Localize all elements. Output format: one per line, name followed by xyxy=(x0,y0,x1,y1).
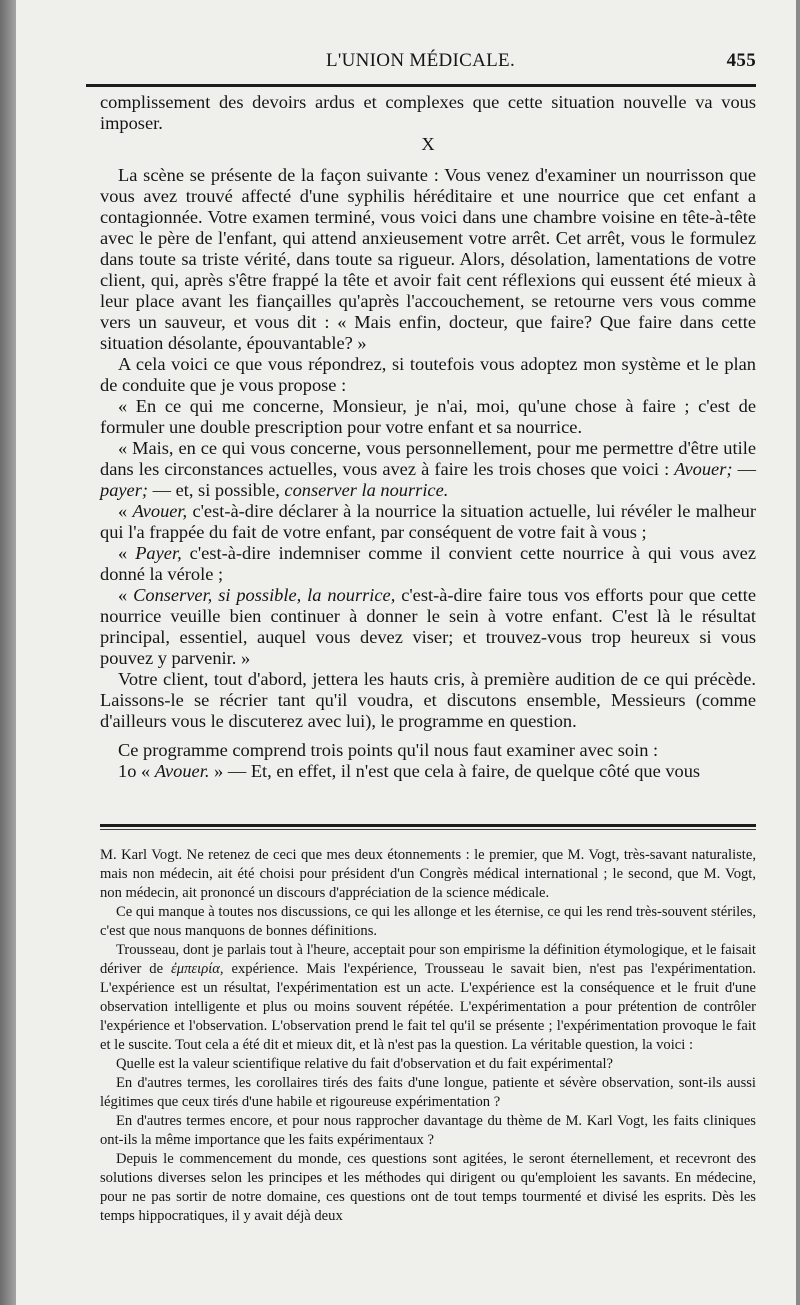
footnote-paragraph: Ce qui manque à toutes nos discussions, ce qui les allonge et les éternise, ce qui les rend très-souvent stériles, c'est que nous manquons de bonnes définitions. xyxy=(100,904,756,939)
footnote-paragraph xyxy=(100,941,756,1055)
emphasis-conserver: conserver la nourrice. xyxy=(284,480,449,500)
paragraph: Ce programme comprend trois points qu'il nous faut examiner avec soin : xyxy=(118,740,659,760)
running-header xyxy=(86,44,756,74)
paragraph xyxy=(100,501,756,543)
section-heading: X xyxy=(421,134,435,154)
emphasis-payer: payer; xyxy=(100,480,148,500)
emphasis-avouer: Avouer; xyxy=(674,459,733,479)
text: « xyxy=(118,501,133,521)
paragraph xyxy=(100,585,756,669)
text: c'est-à-dire déclarer à la nourrice la situation actuelle, lui révéler le malheur qui l'a frappée du fait de votre enfant, par conséquent de votre fait à vous ; xyxy=(100,501,756,542)
text: 1o « xyxy=(118,761,155,781)
footnote-paragraph: M. Karl Vogt. Ne retenez de ceci que mes deux étonnements : le premier, que M. Vogt, très-savant naturaliste, mais non médecin, ait été choisi pour président d'un Congrès médical international ; le second, que M. Vogt, non médecin, ait prononcé un discours d'appréciation de la science médicale. xyxy=(100,847,756,901)
paragraph xyxy=(100,438,756,501)
text: — et, si possible, xyxy=(148,480,285,500)
emphasis: Conserver, si possible, la nourrice, xyxy=(133,585,396,605)
main-text xyxy=(100,92,756,782)
text: — xyxy=(732,459,756,479)
paragraph: La scène se présente de la façon suivante : Vous venez d'examiner un nourrisson que vous avez trouvé affecté d'une syphilis héréditaire et une nourrice que cet enfant a contagionnée. Votre examen terminé, vous voici dans une chambre voisine en tête-à-tête avec le père de l'enfant, qui attend anxieusement votre arrêt. Cet arrêt, vous le formulez dans toute sa triste vérité, dans toute sa rigueur. Alors, désolation, lamentations de votre client, qui, après s'être frappé la tête et avoir fait cent réflexions qui eussent été mieux à leur place avant les fiançailles qu'après l'accouchement, se retourne vers vous comme vers un sauveur, et vous dit : « Mais enfin, docteur, que faire? Que faire dans cette situation désolante, épouvantable? » xyxy=(100,165,756,353)
emphasis: Payer, xyxy=(135,543,182,563)
paragraph: Votre client, tout d'abord, jettera les hauts cris, à première audition de ce qui précède. Laissons-le se récrier tant qu'il voudra, et discutons ensemble, Messieurs (comme d'ailleurs vous le discuterez avec lui), le programme en question. xyxy=(100,669,756,731)
footnote-rule xyxy=(100,824,756,827)
emphasis: Avouer. xyxy=(154,761,210,781)
footnote-paragraph: Quelle est la valeur scientifique relative du fait d'observation et du fait expérimental? xyxy=(116,1056,613,1072)
header-rule xyxy=(86,84,756,87)
page-gutter-shadow xyxy=(0,0,16,1305)
text: « xyxy=(118,585,134,605)
journal-title: L'UNION MÉDICALE. xyxy=(326,50,515,71)
paragraph: A cela voici ce que vous répondrez, si toutefois vous adoptez mon système et le plan de conduite que je vous propose : xyxy=(100,354,756,395)
paragraph xyxy=(100,543,756,585)
paragraph: « En ce qui me concerne, Monsieur, je n'ai, moi, qu'une chose à faire ; c'est de formuler une double prescription pour votre enfant et sa nourrice. xyxy=(100,396,756,437)
text: « Mais, en ce qui vous concerne, vous personnellement, pour me permettre d'être utile dans les circonstances actuelles, vous avez à faire les trois choses que voici : xyxy=(100,438,756,479)
text: expérience. Mais l'expérience, Trousseau le savait bien, n'est pas l'expérimentation. L'expérience est un résultat, l'expérimentation est un acte. L'expérience est la conséquence et le fruit d'une observation intelligente et plus ou moins souvent répétée. L'expérimentation a pour prétention de contrôler l'expérience et l'observation. L'observation prend le fait tel qu'il se présente ; l'expérimentation provoque le fait et le suscite. Tout cela a été dit et mieux dit, et là n'est pas la question. La véritable question, la voici : xyxy=(100,961,756,1053)
text: c'est-à-dire faire tous vos efforts pour que cette nourrice veuille bien continuer à donner le sein à votre enfant. C'est là le résultat principal, essentiel, auquel vous devez viser; et trouvez-vous trop heureux si vous pouvez y parvenir. » xyxy=(100,585,756,668)
footnote-paragraph: Depuis le commencement du monde, ces questions sont agitées, le seront éternellement, et recevront des solutions diverses selon les principes et les méthodes qui dirigent ou qu'emploient les savants. En médecine, pour ne pas sortir de notre domaine, ces questions ont de tout temps tourmenté et divisé les esprits. Dès les temps hippocratiques, il y avait déjà deux xyxy=(100,1151,756,1224)
text: » — Et, en effet, il n'est que cela à faire, de quelque côté que vous xyxy=(209,761,701,781)
footnote-paragraph: En d'autres termes encore, et pour nous rapprocher davantage du thème de M. Karl Vogt, les faits cliniques ont-ils la même importance que les faits expérimentaux ? xyxy=(100,1113,756,1148)
emphasis: Avouer, xyxy=(132,501,188,521)
text: « xyxy=(118,543,136,563)
paragraph-continuation: complissement des devoirs ardus et complexes que cette situation nouvelle va vous imposer. xyxy=(100,92,756,133)
text: Trousseau, dont je parlais tout à l'heure, acceptait pour son empirisme la définition étymologique, et le faisait dériver de xyxy=(100,942,756,977)
footnote-text xyxy=(100,846,756,1226)
text: c'est-à-dire indemniser comme il convient cette nourrice à qui vous avez donné la vérole ; xyxy=(100,543,756,584)
greek-word: ἐμπειρία, xyxy=(171,961,224,977)
footnote-rule-thin xyxy=(100,829,756,830)
page-number: 455 xyxy=(726,50,756,71)
footnote-paragraph: En d'autres termes, les corollaires tirés des faits d'une longue, patiente et sévère observation, sont-ils aussi légitimes que ceux tirés d'une habile et rigoureuse expérimentation ? xyxy=(100,1075,756,1110)
paragraph xyxy=(100,761,756,782)
